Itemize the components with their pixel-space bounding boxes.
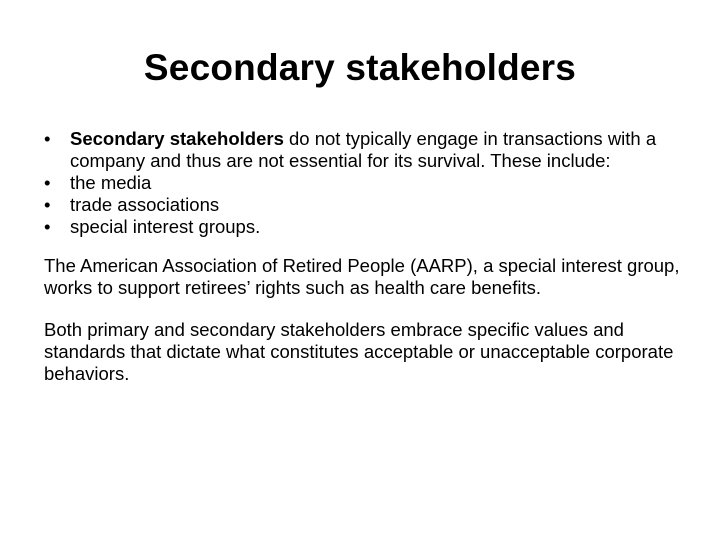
bullet-text: special interest groups. (70, 216, 261, 237)
bullet-text: the media (70, 172, 152, 193)
bullet-text: do not typically engage in transactions with a company and thus are not essential for its survival. These include: (70, 128, 657, 171)
bullet-dot: • (44, 194, 51, 215)
slide-title: Secondary stakeholders (143, 47, 577, 88)
bullet-dot: • (44, 128, 51, 149)
bullet-dot: • (44, 216, 51, 237)
bullet-bold-term: Secondary stakeholders (70, 128, 284, 149)
bullet-item (44, 194, 684, 216)
slide-body (44, 128, 684, 385)
bullet-list (44, 128, 684, 238)
bullet-dot: • (44, 172, 51, 193)
bullet-item (44, 172, 684, 194)
paragraph-aarp: The American Association of Retired People (AARP), a special interest group, works to support retirees’ rights such as health care benefits. (44, 255, 680, 298)
bullet-item (44, 128, 684, 172)
paragraph-values: Both primary and secondary stakeholders embrace specific values and standards that dictate what constitutes acceptable or unacceptable corporate behaviors. (44, 319, 674, 384)
bullet-item (44, 216, 684, 238)
bullet-text: trade associations (70, 194, 220, 215)
